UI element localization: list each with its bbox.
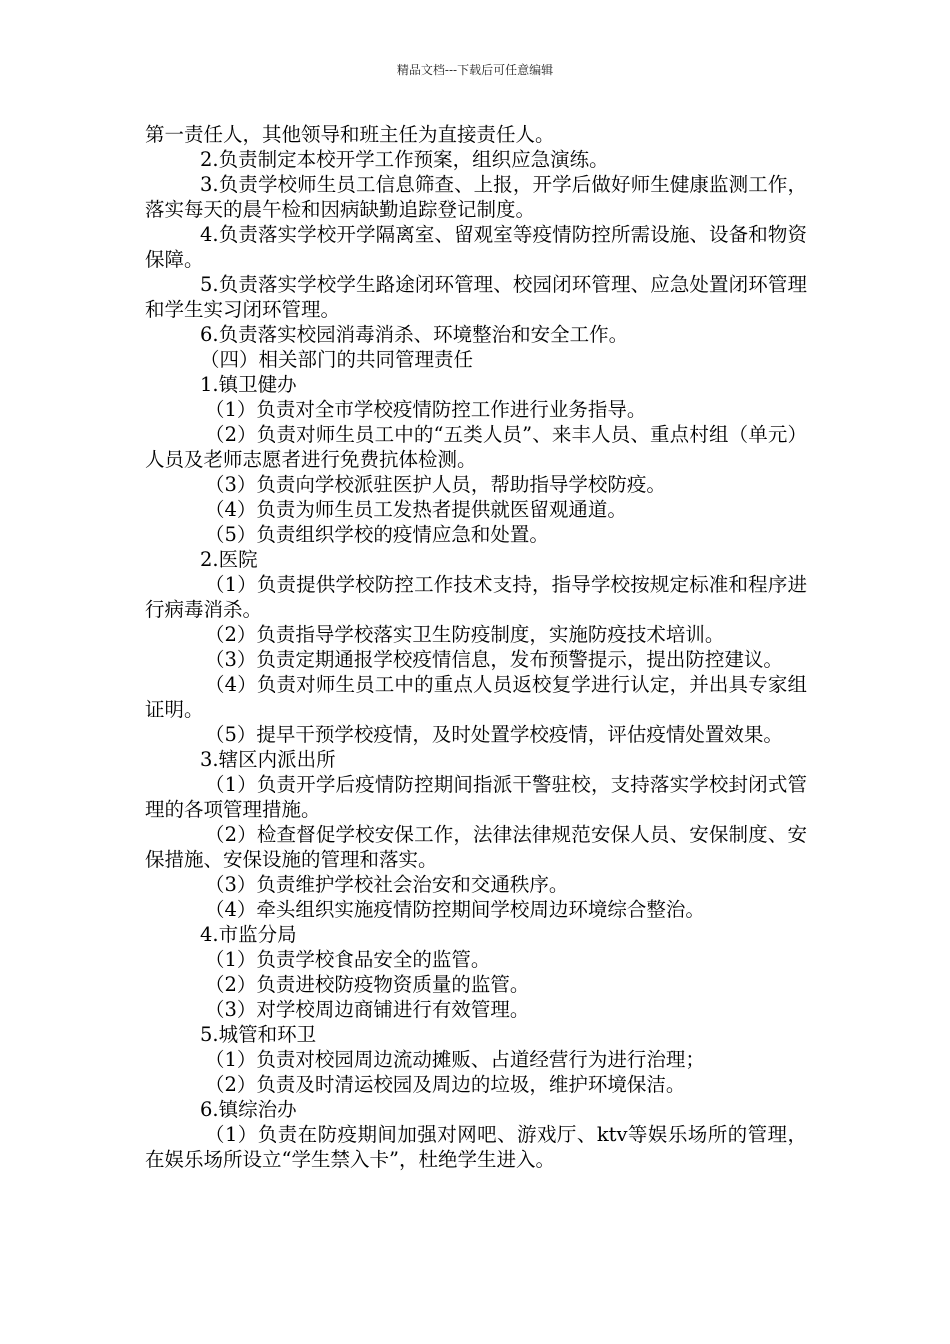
list-item: （5）提早干预学校疫情，及时处置学校疫情，评估疫情处置效果。 (205, 723, 783, 746)
list-item: （5）负责组织学校的疫情应急和处置。 (205, 523, 549, 546)
list-item: （1）负责对全市学校疫情防控工作进行业务指导。 (205, 398, 647, 421)
list-item: （4）负责为师生员工发热者提供就医留观通道。 (205, 498, 627, 521)
list-item: （1）负责提供学校防控工作技术支持，指导学校按规定标准和程序进行病毒消杀。 (145, 573, 807, 621)
list-item: （1）负责对校园周边流动摊贩、占道经营行为进行治理； (205, 1048, 705, 1071)
paragraph: 6.负责落实校园消毒消杀、环境整治和安全工作。 (200, 323, 629, 346)
paragraph: 2.负责制定本校开学工作预案，组织应急演练。 (200, 148, 609, 171)
subsection-heading: 2.医院 (200, 548, 258, 571)
subsection-heading: 5.城管和环卫 (200, 1023, 317, 1046)
list-item: （3）负责向学校派驻医护人员，帮助指导学校防疫。 (205, 473, 666, 496)
list-item: （2）负责及时清运校园及周边的垃圾，维护环境保洁。 (205, 1073, 686, 1096)
list-item: （2）检查督促学校安保工作，法律法律规范安保人员、安保制度、安保措施、安保设施的管理和落实。 (145, 823, 807, 871)
subsection-heading: 1.镇卫健办 (200, 373, 297, 396)
paragraph: 3.负责学校师生员工信息筛查、上报，开学后做好师生健康监测工作，落实每天的晨午检和因病缺勤追踪登记制度。 (145, 173, 807, 221)
list-item: （2）负责对师生员工中的“五类人员”、来丰人员、重点村组（单元）人员及老师志愿者进行免费抗体检测。 (145, 423, 807, 471)
list-item: （3）负责定期通报学校疫情信息，发布预警提示，提出防控建议。 (205, 648, 783, 671)
paragraph: 5.负责落实学校学生路途闭环管理、校园闭环管理、应急处置闭环管理和学生实习闭环管理。 (145, 273, 807, 321)
document-body (145, 122, 807, 1172)
list-item: （3）对学校周边商铺进行有效管理。 (205, 998, 530, 1021)
list-item: （2）负责进校防疫物资质量的监管。 (205, 973, 530, 996)
list-item: （1）负责学校食品安全的监管。 (205, 948, 491, 971)
list-item: （1）负责在防疫期间加强对网吧、游戏厅、ktv等娱乐场所的管理，在娱乐场所设立“学生禁入卡”，杜绝学生进入。 (145, 1123, 807, 1171)
section-heading: （四）相关部门的共同管理责任 (200, 348, 474, 371)
subsection-heading: 4.市监分局 (200, 923, 297, 946)
subsection-heading: 6.镇综治办 (200, 1098, 297, 1121)
paragraph: 第一责任人，其他领导和班主任为直接责任人。 (145, 123, 555, 146)
page-header: 精品文档---下载后可任意编辑 (396, 63, 554, 77)
list-item: （3）负责维护学校社会治安和交通秩序。 (205, 873, 569, 896)
list-item: （2）负责指导学校落实卫生防疫制度，实施防疫技术培训。 (205, 623, 725, 646)
paragraph: 4.负责落实学校开学隔离室、留观室等疫情防控所需设施、设备和物资保障。 (145, 223, 807, 271)
list-item: （4）负责对师生员工中的重点人员返校复学进行认定，并出具专家组证明。 (145, 673, 807, 721)
list-item: （4）牵头组织实施疫情防控期间学校周边环境综合整治。 (205, 898, 705, 921)
list-item: （1）负责开学后疫情防控期间指派干警驻校，支持落实学校封闭式管理的各项管理措施。 (145, 773, 807, 821)
subsection-heading: 3.辖区内派出所 (200, 748, 336, 771)
